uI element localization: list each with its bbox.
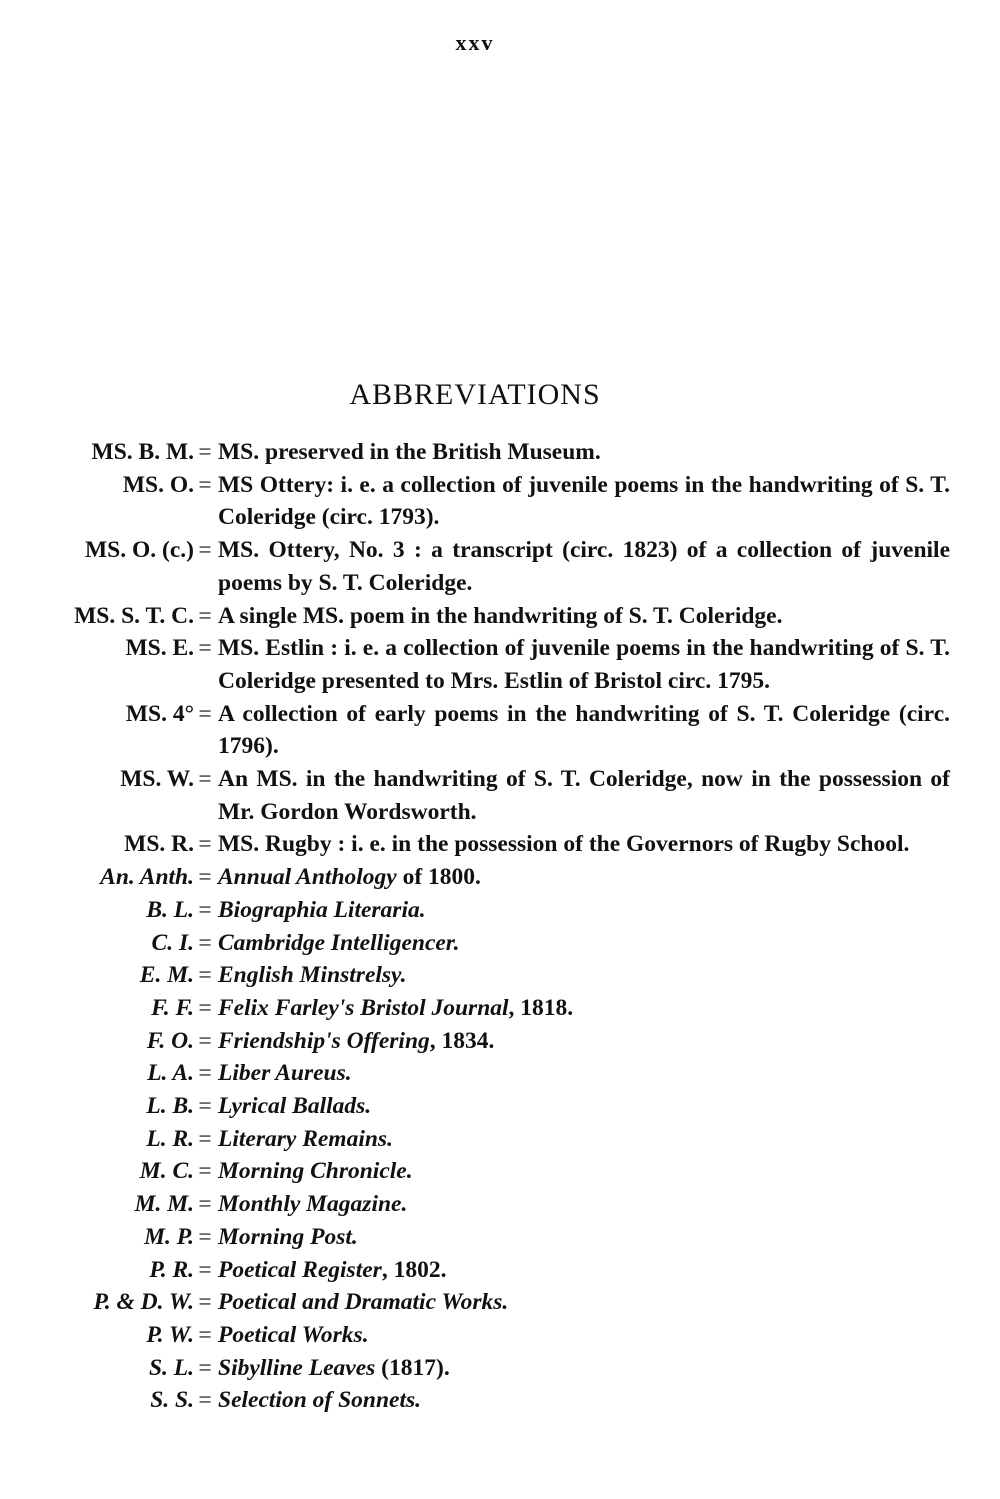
equals-sign: = bbox=[198, 1158, 212, 1185]
equals-sign: = bbox=[198, 1354, 212, 1381]
list-item bbox=[0, 861, 1000, 894]
abbreviation: MS. O. bbox=[122, 471, 194, 498]
list-item bbox=[0, 1123, 1000, 1156]
abbreviation: F. O. bbox=[146, 1027, 194, 1054]
work-title: Poetical and Dramatic Works. bbox=[218, 1289, 509, 1316]
page-title: ABBREVIATIONS bbox=[349, 378, 601, 412]
abbreviation: MS. R. bbox=[124, 831, 194, 858]
definition bbox=[218, 894, 950, 927]
work-title: Friendship's Offering bbox=[218, 1027, 430, 1054]
list-item bbox=[0, 1057, 1000, 1090]
definition-suffix: , 1818. bbox=[508, 994, 574, 1021]
list-item bbox=[0, 698, 1000, 763]
work-title: Poetical Register bbox=[218, 1256, 382, 1283]
work-title: Poetical Works. bbox=[218, 1321, 369, 1348]
list-item bbox=[0, 1286, 1000, 1319]
abbreviation: S. L. bbox=[148, 1354, 194, 1381]
equals-sign: = bbox=[198, 1191, 212, 1218]
abbreviation: P. R. bbox=[149, 1256, 194, 1283]
list-item bbox=[0, 1254, 1000, 1287]
work-title: Cambridge Intelligencer. bbox=[218, 929, 460, 956]
page-number: xxv bbox=[455, 30, 495, 55]
definition bbox=[218, 1123, 950, 1156]
abbreviation: An. Anth. bbox=[100, 864, 194, 891]
work-title: Biographia Literaria. bbox=[218, 896, 426, 923]
list-item bbox=[0, 469, 1000, 534]
list-item bbox=[0, 1384, 1000, 1417]
equals-sign: = bbox=[198, 1289, 212, 1316]
definition: MS. Ottery, No. 3 : a transcript (circ. 1823) of a collection of juvenile poems by S. T. Coleridge. bbox=[218, 537, 950, 596]
equals-sign: = bbox=[198, 831, 212, 858]
list-item bbox=[0, 992, 1000, 1025]
equals-sign: = bbox=[198, 471, 212, 498]
list-item bbox=[0, 436, 1000, 469]
abbreviation: L. R. bbox=[146, 1125, 194, 1152]
equals-sign: = bbox=[198, 1256, 212, 1283]
abbreviation: M. M. bbox=[134, 1191, 194, 1218]
work-title: Monthly Magazine. bbox=[218, 1191, 408, 1218]
definition bbox=[218, 959, 950, 992]
abbreviation: MS. 4° bbox=[125, 700, 194, 727]
work-title: Felix Farley's Bristol Journal bbox=[218, 994, 509, 1021]
list-item bbox=[0, 632, 1000, 697]
definition bbox=[218, 1254, 950, 1287]
list-item bbox=[0, 927, 1000, 960]
definition bbox=[218, 861, 950, 894]
list-item bbox=[0, 1155, 1000, 1188]
definition: MS Ottery: i. e. a collection of juvenile poems in the handwriting of S. T. Coleridge (circ. 1793). bbox=[218, 471, 950, 531]
definition-suffix: of 1800. bbox=[396, 864, 481, 891]
abbreviation: P. & D. W. bbox=[93, 1289, 194, 1316]
definition: MS. Rugby : i. e. in the possession of the Governors of Rugby School. bbox=[218, 831, 910, 858]
list-item bbox=[0, 1352, 1000, 1385]
equals-sign: = bbox=[198, 635, 212, 662]
equals-sign: = bbox=[198, 929, 212, 956]
equals-sign: = bbox=[198, 1027, 212, 1054]
equals-sign: = bbox=[198, 1223, 212, 1250]
abbreviation-list bbox=[0, 436, 1000, 1417]
equals-sign: = bbox=[198, 1321, 212, 1348]
work-title: Selection of Sonnets. bbox=[218, 1387, 422, 1414]
definition bbox=[218, 927, 950, 960]
abbreviation: B. L. bbox=[146, 896, 194, 923]
abbreviation: S. S. bbox=[150, 1387, 194, 1414]
equals-sign: = bbox=[198, 1093, 212, 1120]
abbreviation: MS. S. T. C. bbox=[74, 602, 194, 629]
definition bbox=[218, 1286, 950, 1319]
list-item bbox=[0, 1025, 1000, 1058]
abbreviation: MS. B. M. bbox=[91, 439, 194, 465]
definition: MS. preserved in the British Museum. bbox=[218, 439, 601, 465]
equals-sign: = bbox=[198, 1125, 212, 1152]
definition bbox=[218, 1090, 950, 1123]
equals-sign: = bbox=[198, 537, 212, 564]
definition: A single MS. poem in the handwriting of S. T. Coleridge. bbox=[218, 602, 783, 629]
equals-sign: = bbox=[198, 602, 212, 629]
abbreviation: P. W. bbox=[146, 1321, 194, 1348]
work-title: Lyrical Ballads. bbox=[218, 1093, 372, 1120]
equals-sign: = bbox=[198, 700, 212, 727]
work-title: Liber Aureus. bbox=[218, 1060, 352, 1087]
work-title: Annual Anthology bbox=[218, 864, 397, 891]
definition-suffix: , 1834. bbox=[429, 1027, 495, 1054]
equals-sign: = bbox=[198, 1387, 212, 1414]
abbreviation: M. C. bbox=[139, 1158, 194, 1185]
equals-sign: = bbox=[198, 1060, 212, 1087]
abbreviation: F. F. bbox=[151, 994, 194, 1021]
definition: MS. Estlin : i. e. a collection of juvenile poems in the handwriting of S. T. Coleridge presented to Mrs. Estlin of Bristol circ. 1795. bbox=[218, 635, 950, 694]
list-item bbox=[0, 894, 1000, 927]
equals-sign: = bbox=[198, 896, 212, 923]
definition bbox=[218, 1221, 950, 1254]
work-title: Morning Post. bbox=[218, 1223, 358, 1250]
abbreviation: L. A. bbox=[147, 1060, 194, 1087]
equals-sign: = bbox=[198, 994, 212, 1021]
definition bbox=[218, 992, 950, 1025]
abbreviation: E. M. bbox=[139, 962, 194, 989]
list-item bbox=[0, 1188, 1000, 1221]
list-item bbox=[0, 1319, 1000, 1352]
abbreviation: MS. O. (c.) bbox=[85, 537, 194, 564]
list-item bbox=[0, 763, 1000, 828]
equals-sign: = bbox=[198, 962, 212, 989]
list-item bbox=[0, 828, 1000, 861]
definition bbox=[218, 1057, 950, 1090]
definition-suffix: , 1802. bbox=[381, 1256, 447, 1283]
definition bbox=[218, 1319, 950, 1352]
abbreviation: C. I. bbox=[151, 929, 194, 956]
definition bbox=[218, 1025, 950, 1058]
definition: A collection of early poems in the handwriting of S. T. Coleridge (circ. 1796). bbox=[218, 700, 950, 760]
abbreviation: M. P. bbox=[144, 1223, 194, 1250]
work-title: English Minstrelsy. bbox=[218, 962, 407, 989]
definition bbox=[218, 1384, 950, 1417]
abbreviation: MS. W. bbox=[120, 766, 194, 793]
abbreviation: L. B. bbox=[146, 1093, 194, 1120]
definition bbox=[218, 1188, 950, 1221]
equals-sign: = bbox=[198, 864, 212, 891]
work-title: Sibylline Leaves bbox=[218, 1354, 376, 1381]
work-title: Literary Remains. bbox=[218, 1125, 393, 1152]
definition: An MS. in the handwriting of S. T. Coleridge, now in the possession of Mr. Gordon Wordsworth. bbox=[218, 766, 950, 825]
abbreviation: MS. E. bbox=[125, 635, 194, 662]
definition bbox=[218, 1352, 950, 1385]
list-item bbox=[0, 1090, 1000, 1123]
list-item bbox=[0, 534, 1000, 599]
definition bbox=[218, 1155, 950, 1188]
work-title: Morning Chronicle. bbox=[218, 1158, 413, 1185]
list-item bbox=[0, 959, 1000, 992]
list-item bbox=[0, 600, 1000, 633]
equals-sign: = bbox=[198, 766, 212, 793]
list-item bbox=[0, 1221, 1000, 1254]
equals-sign: = bbox=[198, 439, 212, 465]
definition-suffix: (1817). bbox=[375, 1354, 450, 1381]
